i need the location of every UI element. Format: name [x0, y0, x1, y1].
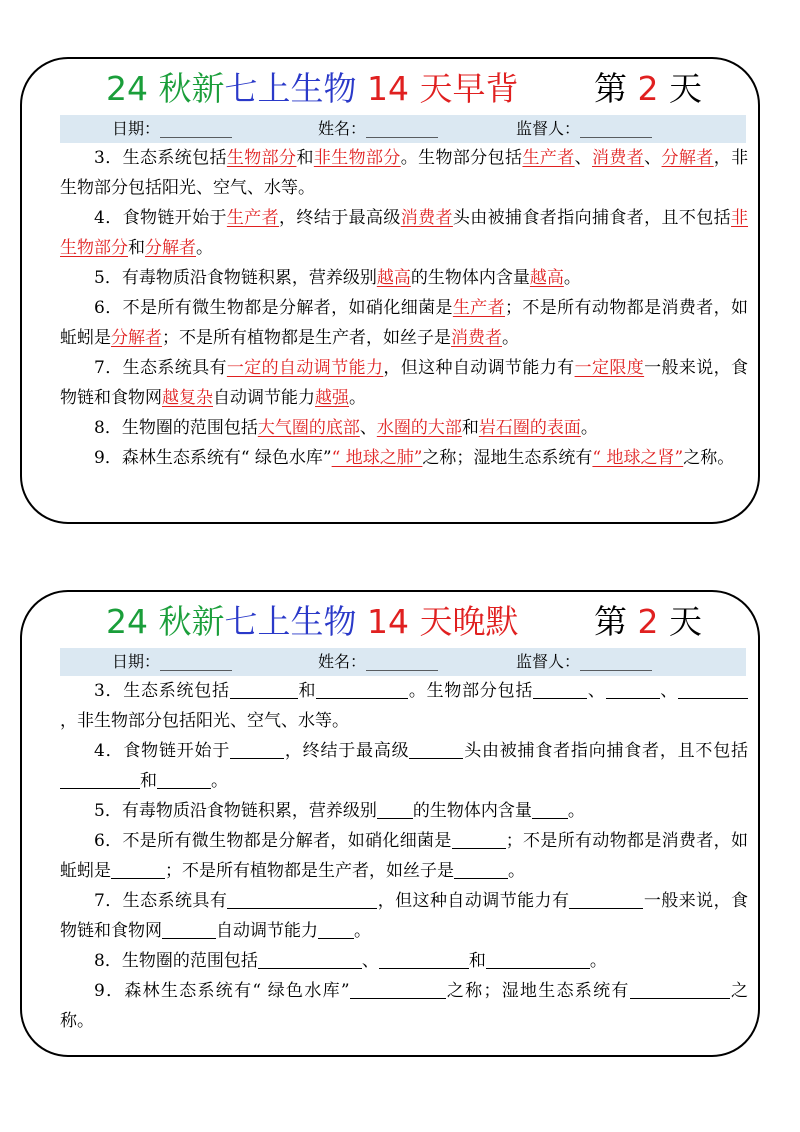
evening-title	[22, 598, 758, 648]
answer-blank[interactable]	[318, 921, 354, 939]
answer-blank[interactable]	[60, 771, 140, 789]
supervisor-field[interactable]: 监督人：_________	[516, 119, 653, 138]
item-5: 5．有毒物质沿食物链积累，营养级别越高的生物体内含量越高。	[94, 268, 581, 288]
item-9: 9．森林生态系统有“ 绿色水库” 之称；湿地生态系统有 之称。	[60, 981, 749, 1031]
answer-blank[interactable]	[606, 681, 660, 699]
title-part: 秋新	[158, 602, 225, 641]
title-part: 秋新	[158, 69, 225, 108]
info-bar	[60, 115, 746, 143]
morning-title	[22, 65, 758, 115]
answer-blank[interactable]	[533, 681, 587, 699]
answer-blank[interactable]	[379, 951, 469, 969]
supervisor-field[interactable]: 监督人：_________	[516, 652, 653, 671]
answer-blank[interactable]	[454, 861, 508, 879]
answer-blank[interactable]	[258, 951, 362, 969]
date-field[interactable]: 日期：_________	[112, 119, 233, 138]
morning-card	[20, 57, 760, 524]
item-3: 3．生态系统包括生物部分和非生物部分。生物部分包括生产者、消费者、分解者，非生物部分包括阳光、空气、水等。	[60, 148, 749, 198]
answer-blank[interactable]	[230, 681, 298, 699]
title-num: 14	[367, 602, 409, 641]
day-label: 第 2 天	[594, 69, 702, 108]
answer-blank[interactable]	[532, 801, 568, 819]
item-4: 4．食物链开始于生产者，终结于最高级消费者头由被捕食者指向捕食者，且不包括非生物部分和分解者。	[60, 208, 749, 258]
item-8: 8．生物圈的范围包括 、 和 。	[94, 951, 607, 971]
item-5: 5．有毒物质沿食物链积累，营养级别 的生物体内含量 。	[94, 801, 585, 821]
answer-blank[interactable]	[111, 861, 165, 879]
item-7: 7．生态系统具有 ，但这种自动调节能力有 一般来说，食物链和食物网 自动调节能力 。	[60, 891, 748, 941]
answer-blank[interactable]	[377, 801, 413, 819]
answer-blank[interactable]	[157, 771, 211, 789]
item-6: 6．不是所有微生物都是分解者，如硝化细菌是 ；不是所有动物都是消费者，如蚯蚓是 ；不是所有植物都是生产者，如丝子是 。	[60, 831, 748, 881]
title-num: 14	[367, 69, 409, 108]
item-3: 3．生态系统包括 和 。生物部分包括 、 、，非生物部分包括阳光、空气、水等。	[60, 676, 748, 736]
item-4: 4．食物链开始于 ，终结于最高级 头由被捕食者指向捕食者，且不包括和 。	[60, 736, 748, 796]
answer-blank[interactable]	[227, 891, 377, 909]
title-part: 天晚默	[419, 602, 519, 641]
answer-blank[interactable]	[630, 981, 730, 999]
answer-blank[interactable]	[452, 831, 506, 849]
answer-blank[interactable]	[409, 741, 463, 759]
item-6: 6．不是所有微生物都是分解者，如硝化细菌是生产者；不是所有动物都是消费者，如蚯蚓是分解者；不是所有植物都是生产者，如丝子是消费者。	[60, 298, 748, 348]
item-8: 8．生物圈的范围包括大气圈的底部、水圈的大部和岩石圈的表面。	[94, 418, 598, 438]
date-field[interactable]: 日期：_________	[112, 652, 233, 671]
answer-blank[interactable]	[230, 741, 284, 759]
name-field[interactable]: 姓名：_________	[318, 119, 439, 138]
name-field[interactable]: 姓名：_________	[318, 652, 439, 671]
evening-card	[20, 590, 760, 1057]
title-part: 七上生物	[224, 69, 357, 108]
answer-blank[interactable]	[350, 981, 446, 999]
answer-blank[interactable]	[162, 921, 216, 939]
title-num: 24	[106, 602, 148, 641]
item-7: 7．生态系统具有一定的自动调节能力，但这种自动调节能力有一定限度一般来说，食物链和食物网越复杂自动调节能力越强。	[60, 358, 749, 408]
item-9: 9．森林生态系统有“ 绿色水库”“ 地球之肺”之称；湿地生态系统有“ 地球之肾”之称。	[94, 448, 735, 468]
evening-content	[60, 676, 748, 1036]
info-bar	[60, 648, 746, 676]
answer-blank[interactable]	[316, 681, 408, 699]
title-num: 24	[106, 69, 148, 108]
answer-blank[interactable]	[569, 891, 643, 909]
title-part: 天早背	[419, 69, 519, 108]
answer-blank[interactable]	[678, 681, 748, 699]
day-label: 第 2 天	[594, 602, 702, 641]
morning-content	[60, 143, 748, 473]
answer-blank[interactable]	[486, 951, 590, 969]
title-part: 七上生物	[224, 602, 357, 641]
